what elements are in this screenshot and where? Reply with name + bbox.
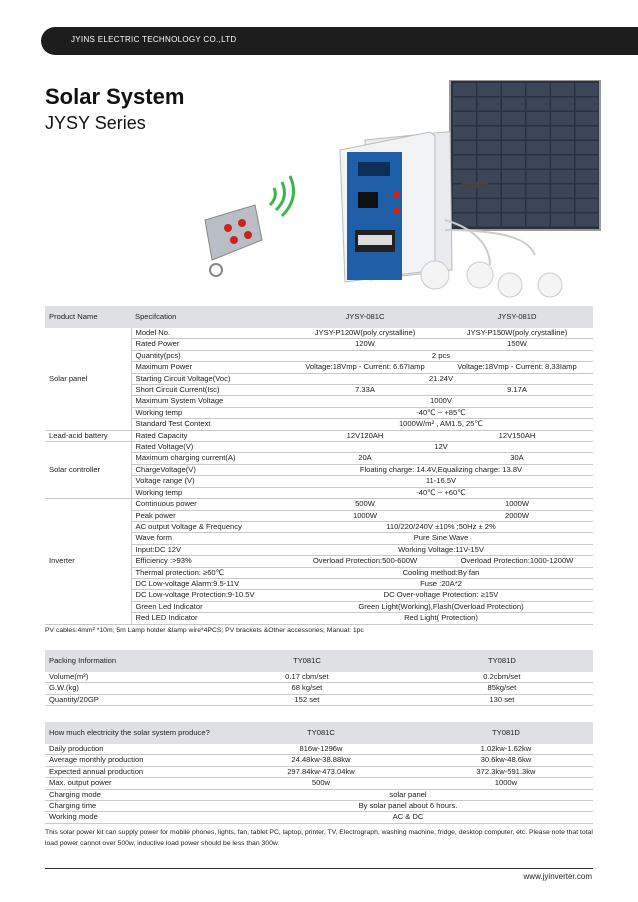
spec-label: Starting Circuit Voltage(Voc) <box>131 373 289 384</box>
spec-label: AC output Voltage & Frequency <box>131 521 289 532</box>
packing-row <box>45 683 593 694</box>
production-value-c: 500w <box>223 778 419 789</box>
production-value: solar panel <box>223 789 593 800</box>
header-model-c: JYSY-081C <box>289 306 441 328</box>
solar-cell <box>502 141 525 154</box>
spec-value: Working Voltage:11V-15V <box>289 544 593 555</box>
spec-value-d: 12V150AH <box>441 430 593 441</box>
footer-website: www.jyinverter.com <box>523 872 592 881</box>
solar-cell <box>478 83 501 96</box>
solar-cell <box>551 185 574 198</box>
packing-value-d: 0.2cbm/set <box>411 672 593 683</box>
solar-cell <box>551 112 574 125</box>
production-value: By solar panel about 6 hours. <box>223 801 593 812</box>
spec-category: Inverter <box>45 499 131 624</box>
solar-cell <box>551 98 574 111</box>
spec-label: Thermal protection: ≥60℃ <box>131 567 289 578</box>
solar-cell <box>502 170 525 183</box>
spec-label: Maximum Power <box>131 362 289 373</box>
solar-cell <box>502 83 525 96</box>
solar-cell <box>551 170 574 183</box>
spec-value-d: Voltage:18Vmp - Current: 8.33Iamp <box>441 362 593 373</box>
production-row <box>45 801 593 812</box>
spec-value-d: 9.17A <box>441 385 593 396</box>
production-label: Working mode <box>45 812 223 823</box>
spec-header-row <box>45 306 593 328</box>
spec-category: Lead-acid battery <box>45 430 131 441</box>
solar-cell <box>453 199 476 212</box>
solar-cell <box>527 199 550 212</box>
solar-cell <box>478 98 501 111</box>
solar-cell <box>527 127 550 140</box>
remote-control-image <box>205 176 294 276</box>
production-row <box>45 778 593 789</box>
solar-cell <box>551 214 574 227</box>
solar-cell <box>576 214 599 227</box>
header-pack-c: TY081C <box>203 650 411 672</box>
solar-cell <box>478 141 501 154</box>
solar-cell <box>576 98 599 111</box>
production-value-d: 30.6kw-48.6kw <box>419 755 593 766</box>
packing-row <box>45 694 593 705</box>
solar-cell <box>453 112 476 125</box>
spec-value: 12V <box>289 442 593 453</box>
packing-header-row <box>45 650 593 672</box>
packing-table <box>45 650 593 706</box>
production-value-d: 372.3kw-591.3kw <box>419 766 593 777</box>
spec-value-c: 20A <box>289 453 441 464</box>
solar-cell <box>576 112 599 125</box>
solar-cell <box>576 170 599 183</box>
solar-cell <box>478 170 501 183</box>
spec-label: Wave form <box>131 533 289 544</box>
solar-cell <box>502 185 525 198</box>
spec-table <box>45 306 593 625</box>
spec-value-c: 1000W <box>289 510 441 521</box>
solar-cell <box>453 127 476 140</box>
spec-label: Short Circuit Current(Isc) <box>131 385 289 396</box>
solar-cell <box>502 214 525 227</box>
spec-row <box>45 442 593 453</box>
solar-cell <box>527 214 550 227</box>
solar-cell <box>527 83 550 96</box>
spec-category: Solar panel <box>45 328 131 430</box>
spec-value: 21.24V <box>289 373 593 384</box>
header-product-name: Product Name <box>45 306 131 328</box>
header-model-d: JYSY-081D <box>441 306 593 328</box>
spec-value-c: 500W <box>289 499 441 510</box>
solar-cell <box>576 199 599 212</box>
spec-label: Working temp <box>131 487 289 498</box>
spec-value: Red Light( Protection) <box>289 613 593 624</box>
spec-label: Rated Voltage(V) <box>131 442 289 453</box>
spec-label: Green Led Indicator <box>131 601 289 612</box>
solar-cell <box>527 170 550 183</box>
solar-cell <box>478 127 501 140</box>
product-illustration <box>190 80 610 300</box>
production-value-c: 297.84kw-473.04kw <box>223 766 419 777</box>
packing-value-c: 152 set <box>203 694 411 705</box>
spec-value: 110/220/240V ±10% ;50Hz ± 2% <box>289 521 593 532</box>
solar-cell <box>527 185 550 198</box>
solar-cell <box>527 141 550 154</box>
spec-label: ChargeVoltage(V) <box>131 464 289 475</box>
spec-row <box>45 430 593 441</box>
production-row <box>45 755 593 766</box>
packing-value-d: 85kg/set <box>411 683 593 694</box>
spec-label: Continuous power <box>131 499 289 510</box>
spec-label: DC Low-voltage Alarm:9.5-11V <box>131 578 289 589</box>
solar-cell <box>551 156 574 169</box>
packing-row <box>45 672 593 683</box>
page-title: Solar System <box>45 84 185 109</box>
page-subtitle: JYSY Series <box>45 113 146 133</box>
production-label: Average monthly production <box>45 755 223 766</box>
spec-value: Cooling method:By fan <box>289 567 593 578</box>
spec-label: Maximum System Voltage <box>131 396 289 407</box>
solar-cell <box>502 98 525 111</box>
solar-cell <box>551 199 574 212</box>
spec-value-d: JYSY-P150W(poly crystalline) <box>441 328 593 339</box>
solar-cell <box>478 214 501 227</box>
solar-cell <box>453 156 476 169</box>
spec-value: 11-16.5V <box>289 476 593 487</box>
production-label: Max. output power <box>45 778 223 789</box>
solar-cell <box>527 112 550 125</box>
solar-cell <box>576 83 599 96</box>
production-label: Expected annual production <box>45 766 223 777</box>
solar-cell <box>551 141 574 154</box>
spec-category: Solar controller <box>45 442 131 499</box>
production-value-c: 816w-1296w <box>223 744 419 755</box>
solar-cell <box>478 199 501 212</box>
solar-cell <box>453 83 476 96</box>
production-label: Daily production <box>45 744 223 755</box>
spec-value-d: 2000W <box>441 510 593 521</box>
header-pack-d: TY081D <box>411 650 593 672</box>
solar-cell <box>527 98 550 111</box>
spec-row <box>45 499 593 510</box>
solar-cell <box>551 83 574 96</box>
solar-cell <box>576 127 599 140</box>
header-specification: Specifcation <box>131 306 289 328</box>
spec-value-d: 1000W <box>441 499 593 510</box>
spec-label: Rated Capacity <box>131 430 289 441</box>
header-prod-c: TY081C <box>223 722 419 744</box>
spec-value: Green Light(Working),Flash(Overload Protection) <box>289 601 593 612</box>
packing-value-c: 68 kg/set <box>203 683 411 694</box>
solar-cell <box>502 127 525 140</box>
production-row <box>45 766 593 777</box>
spec-value: DC Over-voltage Protection: ≥15V <box>289 590 593 601</box>
spec-label: Quantity(pcs) <box>131 350 289 361</box>
spec-row <box>45 328 593 339</box>
production-label: Charging mode <box>45 789 223 800</box>
spec-value: 1000V <box>289 396 593 407</box>
spec-value: 1000W/m² , AM1.5, 25℃ <box>289 419 593 430</box>
solar-cell <box>502 199 525 212</box>
spec-label: Peak power <box>131 510 289 521</box>
spec-value-c: 7.33A <box>289 385 441 396</box>
spec-label: Rated Power <box>131 339 289 350</box>
production-header-row <box>45 722 593 744</box>
spec-label: Maximum charging current(A) <box>131 453 289 464</box>
solar-cell <box>478 156 501 169</box>
spec-value-d: Overload Protection:1000-1200W <box>441 556 593 567</box>
spec-value-c: Overload Protection:500-600W <box>289 556 441 567</box>
solar-cell <box>478 112 501 125</box>
spec-value-c: Voltage:18Vmp - Current: 6.67Iamp <box>289 362 441 373</box>
packing-label: G.W.(kg) <box>45 683 203 694</box>
production-label: Charging time <box>45 801 223 812</box>
spec-value: -40℃ ~ +60℃ <box>289 487 593 498</box>
load-note: This solar power kit can supply power for mobile phones, lights, fan, tablet PC, laptop, printer, TV, Electrograph, washing machine, fridge, desktop computer, etc. Please note that total load power cannot over 500w, inductive load power should be less than 300w. <box>45 829 593 847</box>
spec-value-c: 120W <box>289 339 441 350</box>
spec-value-c: JYSY-P120W(poly crystalline) <box>289 328 441 339</box>
spec-value: Pure Sine Wave <box>289 533 593 544</box>
production-value: AC & DC <box>223 812 593 823</box>
spec-value: Floating charge: 14.4V,Equalizing charge: 13.8V <box>289 464 593 475</box>
spec-value-c: 12V120AH <box>289 430 441 441</box>
header-prod-d: TY081D <box>419 722 593 744</box>
solar-cell <box>527 156 550 169</box>
spec-label: DC Low-voltage Protection:9-10.5V <box>131 590 289 601</box>
header-production-question: How much electricity the solar system produce? <box>45 722 223 744</box>
header-bar <box>41 27 638 55</box>
production-value-c: 24.48kw-38.88kw <box>223 755 419 766</box>
packing-value-d: 130 set <box>411 694 593 705</box>
accessories-note: PV cables:4mm² *10m; 5m Lamp holder &lamp wire*4PCS; PV brackets &Other accessories; Manual: 1pc <box>45 627 364 634</box>
solar-cell <box>502 156 525 169</box>
solar-cell <box>453 170 476 183</box>
packing-label: Quantity/20GP <box>45 694 203 705</box>
spec-label: Model No. <box>131 328 289 339</box>
spec-label: Efficiency :>93% <box>131 556 289 567</box>
solar-cell <box>576 141 599 154</box>
spec-value-d: 30A <box>441 453 593 464</box>
spec-value-d: 150W <box>441 339 593 350</box>
spec-label: Voltage range (V) <box>131 476 289 487</box>
production-row <box>45 789 593 800</box>
footer-divider <box>45 868 593 869</box>
spec-value: -40℃ ~ +85℃ <box>289 407 593 418</box>
company-name: JYINS ELECTRIC TECHNOLOGY CO.,LTD <box>71 35 237 44</box>
production-row <box>45 744 593 755</box>
solar-cell <box>551 127 574 140</box>
packing-label: Volume(m³) <box>45 672 203 683</box>
spec-label: Standard Test Context <box>131 419 289 430</box>
production-value-d: 1.02kw-1.62kw <box>419 744 593 755</box>
solar-cell <box>576 185 599 198</box>
spec-value: 2 pcs <box>289 350 593 361</box>
spec-label: Working temp <box>131 407 289 418</box>
spec-label: Input:DC 12V <box>131 544 289 555</box>
production-table <box>45 722 593 824</box>
production-value-d: 1000w <box>419 778 593 789</box>
solar-cell <box>576 156 599 169</box>
solar-cell <box>502 112 525 125</box>
production-row <box>45 812 593 823</box>
spec-value: Fuse :20A*2 <box>289 578 593 589</box>
solar-cell <box>453 98 476 111</box>
solar-panel-image <box>450 80 600 230</box>
header-packing-info: Packing Information <box>45 650 203 672</box>
packing-value-c: 0.17 cbm/set <box>203 672 411 683</box>
solar-cell <box>453 141 476 154</box>
spec-label: Red LED Indicator <box>131 613 289 624</box>
